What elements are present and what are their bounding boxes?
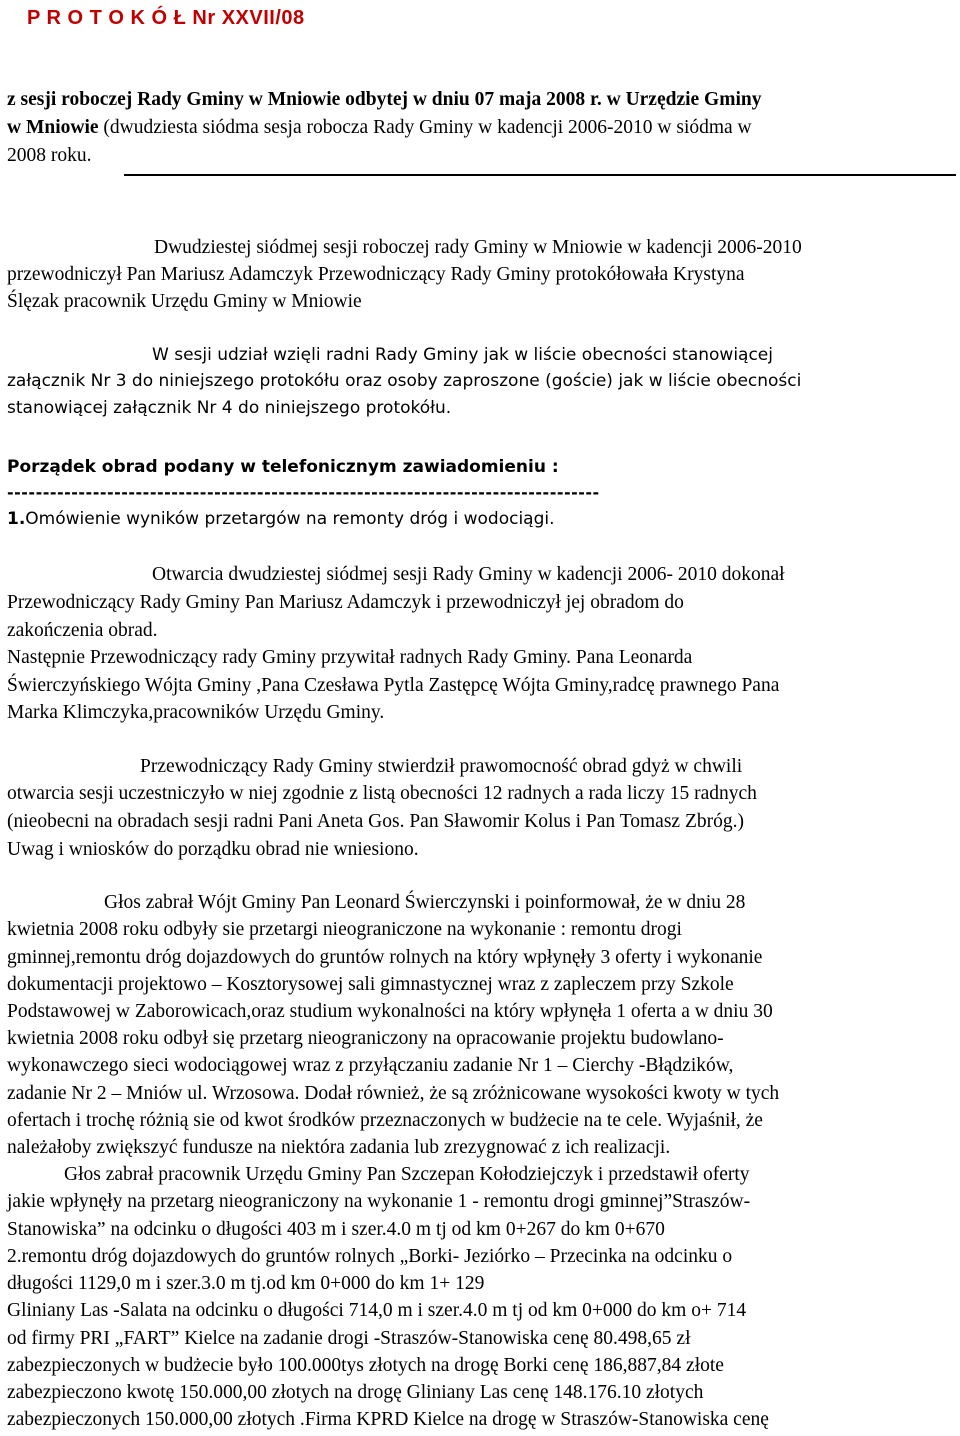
attendance-line-3: stanowiącej załącznik Nr 4 do niniejszego protokółu. [7, 398, 452, 418]
body-line-1: Otwarcia dwudziestej siódmej sesji Rady Gminy w kadencji 2006- 2010 dokonał [152, 564, 785, 585]
body-line-12: kwietnia 2008 roku odbyły sie przetargi nieograniczone na wykonanie : remontu drogi [7, 919, 682, 940]
attendance-line-1: W sesji udział wzięli radni Rady Gminy jak w liście obecności stanowiącej [152, 345, 773, 365]
body-line-22: jakie wpłynęły na przetarg nieograniczony na wykonanie 1 - remontu drogi gminnej”Straszów- [7, 1191, 751, 1212]
body-line-24: 2.remontu dróg dojazdowych do gruntów rolnych „Borki- Jeziórko – Przecinka na odcinku o [7, 1246, 733, 1267]
header-line-3: 2008 roku. [7, 145, 92, 166]
body-line-15: Podstawowej w Zaborowicach,oraz studium wykonalności na który wpłynęła 1 oferta a w dniu 30 [7, 1001, 773, 1022]
header-bold-prefix: w Mniowie [7, 117, 99, 138]
document-title: P R O T O K Ó Ł Nr XXVII/08 [27, 7, 305, 29]
body-line-4: Następnie Przewodniczący rady Gminy przywitał radnych Rady Gminy. Pana Leonarda [7, 647, 693, 668]
body-line-18: zadanie Nr 2 – Mniów ul. Wrzosowa. Dodał również, że są zróżnicowane wysokości kwoty w tych [7, 1083, 780, 1104]
body-line-9: (nieobecni na obradach sesji radni Pani Aneta Gos. Pan Sławomir Kolus i Pan Tomasz Zbróg.) [7, 811, 744, 832]
body-line-17: wykonawczego sieci wodociągowej wraz z przyłączaniu zadanie Nr 1 – Cierchy -Błądzików, [7, 1055, 734, 1076]
intro-line-3: Ślęzak pracownik Urzędu Gminy w Mniowie [7, 291, 362, 312]
body-line-25: długości 1129,0 m i szer.3.0 m tj.od km 0+000 do km 1+ 129 [7, 1273, 485, 1294]
body-line-23: Stanowiska” na odcinku o długości 403 m i szer.4.0 m tj od km 0+267 do km 0+670 [7, 1219, 665, 1240]
body-line-29: zabezpieczono kwotę 150.000,00 złotych na drogę Gliniany Las cenę 148.176.10 złotych [7, 1382, 704, 1403]
body-line-16: kwietnia 2008 roku odbył się przetarg nieograniczony na opracowanie projektu budowlano- [7, 1028, 724, 1049]
header-line-2-text: (dwudziesta siódma sesja robocza Rady Gminy w kadencji 2006-2010 w siódma w [103, 117, 752, 138]
body-line-7: Przewodniczący Rady Gminy stwierdził prawomocność obrad gdyż w chwili [140, 756, 743, 777]
attendance-line-2: załącznik Nr 3 do niniejszego protokółu oraz osoby zaproszone (goście) jak w liście obecności [7, 371, 802, 391]
intro-line-1: Dwudziestej siódmej sesji roboczej rady Gminy w Mniowie w kadencji 2006-2010 [154, 237, 802, 258]
body-line-2: Przewodniczący Rady Gminy Pan Mariusz Adamczyk i przewodniczył jej obradom do [7, 592, 684, 613]
agenda-dashes: ----------------------------------------------------------------------------------- [7, 483, 600, 502]
header-line-2 [7, 116, 752, 140]
body-line-27: od firmy PRI „FART” Kielce na zadanie drogi -Straszów-Stanowiska cenę 80.498,65 zł [7, 1328, 691, 1349]
body-line-30: zabezpieczonych 150.000,00 złotych .Firma KPRD Kielce na drogę w Straszów-Stanowiska cenę [7, 1409, 769, 1430]
agenda-item-text: Omówienie wyników przetargów na remonty dróg i wodociągi. [25, 509, 555, 529]
body-line-10: Uwag i wniosków do porządku obrad nie wniesiono. [7, 839, 419, 860]
body-line-6: Marka Klimczyka,pracowników Urzędu Gminy. [7, 702, 385, 723]
agenda-item-1 [7, 507, 555, 531]
body-line-20: należałoby zwiększyć fundusze na niektóra zadania lub zrezygnować z ich realizacji. [7, 1137, 671, 1158]
body-line-26: Gliniany Las -Salata na odcinku o długości 714,0 m i szer.4.0 m tj od km 0+000 do km o+ 714 [7, 1300, 747, 1321]
body-line-8: otwarcia sesji uczestniczyło w niej zgodnie z listą obecności 12 radnych a rada liczy 15 radnych [7, 783, 757, 804]
body-line-19: ofertach i trochę różnią sie od kwot środków przeznaczonych w budżecie na te cele. Wyjaśnił, że [7, 1110, 763, 1131]
body-line-21: Głos zabrał pracownik Urzędu Gminy Pan Szczepan Kołodziejczyk i przedstawił oferty [64, 1164, 750, 1185]
body-line-28: zabezpieczonych w budżecie było 100.000tys złotych na drogę Borki cenę 186,887,84 złote [7, 1355, 724, 1376]
header-line-1: z sesji roboczej Rady Gminy w Mniowie odbytej w dniu 07 maja 2008 r. w Urzędzie Gminy [7, 89, 762, 110]
body-line-13: gminnej,remontu dróg dojazdowych do gruntów rolnych na który wpłynęły 3 oferty i wykonanie [7, 947, 763, 968]
agenda-heading: Porządek obrad podany w telefonicznym zawiadomieniu : [7, 457, 559, 477]
body-line-5: Świerczyńskiego Wójta Gminy ,Pana Czesława Pytla Zastępcę Wójta Gminy,radcę prawnego Pana [7, 675, 780, 696]
body-line-11: Głos zabrał Wójt Gminy Pan Leonard Świerczynski i poinformował, że w dniu 28 [104, 892, 746, 913]
body-line-3: zakończenia obrad. [7, 620, 158, 641]
intro-line-2: przewodniczył Pan Mariusz Adamczyk Przewodniczący Rady Gminy protokółowała Krystyna [7, 264, 745, 285]
header-divider [124, 174, 956, 176]
body-line-14: dokumentacji projektowo – Kosztorysowej sali gimnastycznej wraz z zapleczem przy Szkole [7, 974, 734, 995]
agenda-item-number: 1. [7, 509, 26, 529]
